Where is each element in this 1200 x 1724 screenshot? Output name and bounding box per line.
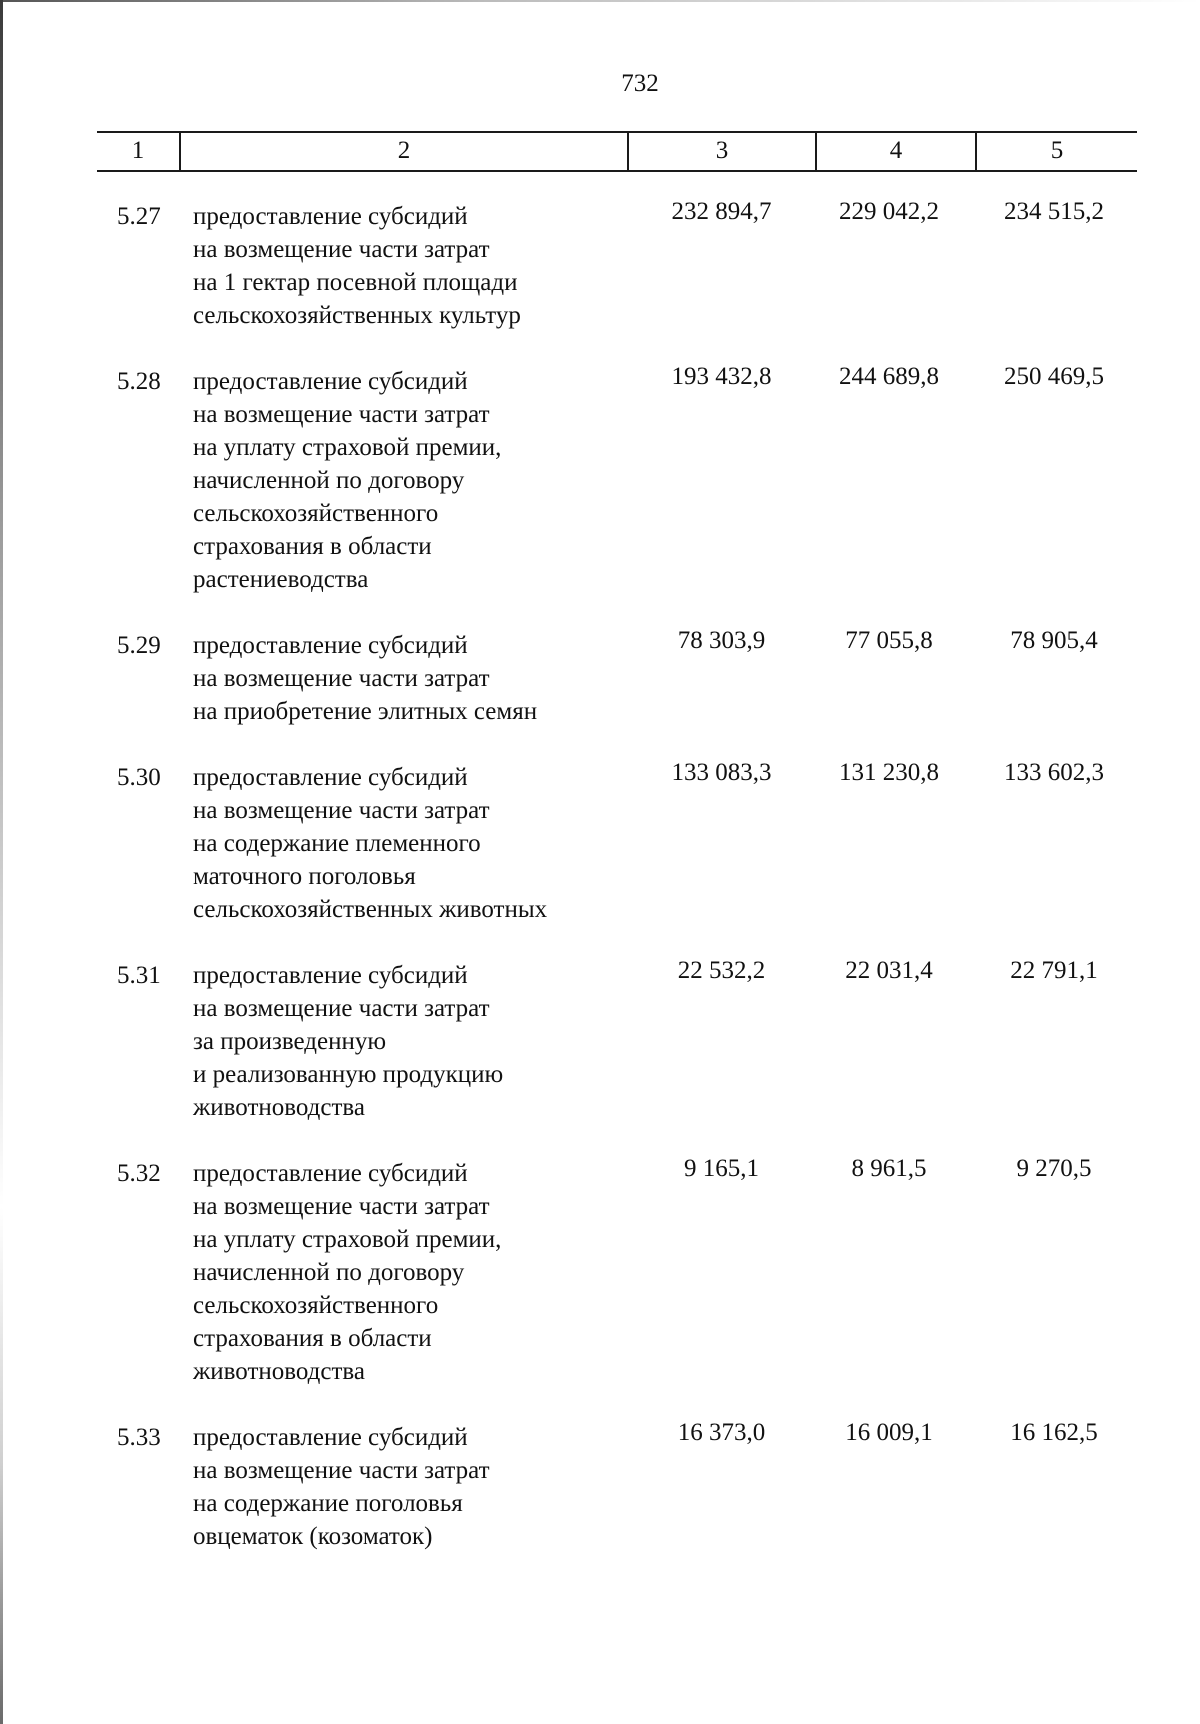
description-line: страхования в области [193,1325,432,1352]
value-col-4: 16 009,1 [845,1419,933,1446]
value-col-3: 22 532,2 [677,957,766,984]
row-description [171,1421,639,1553]
value-col-3: 232 894,7 [671,198,772,225]
value-col-4: 8 961,5 [851,1155,927,1182]
description-line: предоставление субсидий [193,962,468,989]
value-col-5: 133 602,3 [1004,759,1104,786]
value-col-5: 9 270,5 [1016,1155,1092,1182]
row-number: 5.31 [117,962,161,989]
row-number: 5.28 [117,368,161,395]
description-line: предоставление субсидий [193,632,468,659]
description-line: начисленной по договору [193,467,465,494]
row-description [171,1157,639,1388]
description-line: за произведенную [193,1028,387,1055]
row-number: 5.27 [117,203,161,230]
value-col-5: 78 905,4 [1010,627,1098,654]
header-col-1: 1 [97,133,181,170]
value-col-4: 244 689,8 [839,363,939,390]
row-description [171,629,639,728]
description-line: предоставление субсидий [193,203,468,230]
description-line: на уплату страховой премии, [193,1226,502,1253]
description-line: сельскохозяйственных культур [193,302,521,329]
row-description [171,959,639,1124]
description-line: на возмещение части затрат [193,1193,490,1220]
page-number: 732 [621,70,659,97]
value-col-4: 229 042,2 [839,198,939,225]
value-col-4: 77 055,8 [845,627,933,654]
header-col-5: 5 [1050,137,1064,164]
value-col-3: 133 083,3 [671,759,772,786]
row-description [171,200,639,332]
row-number: 5.32 [117,1160,161,1187]
row-description [171,365,639,596]
description-line: на приобретение элитных семян [193,698,538,725]
description-line: на возмещение части затрат [193,401,490,428]
row-number: 5.33 [117,1424,161,1451]
value-col-5: 250 469,5 [1004,363,1104,390]
description-line: на возмещение части затрат [193,236,490,263]
description-line: на содержание поголовья [193,1490,463,1517]
header-col-3: 3 [629,133,817,170]
description-line: предоставление субсидий [193,1160,468,1187]
description-line: сельскохозяйственного [193,1292,439,1319]
description-line: на содержание племенного [193,830,481,857]
description-line: предоставление субсидий [193,764,468,791]
value-col-5: 16 162,5 [1010,1419,1098,1446]
value-col-5: 22 791,1 [1010,957,1098,984]
description-line: на возмещение части затрат [193,665,490,692]
description-line: растениеводства [193,566,369,593]
description-line: сельскохозяйственного [193,500,439,527]
value-col-4: 22 031,4 [845,957,933,984]
description-line: и реализованную продукцию [193,1061,504,1088]
description-line: маточного поголовья [193,863,416,890]
value-col-3: 9 165,1 [684,1155,759,1182]
table-row [97,1421,1137,1553]
table-row [97,1157,1137,1388]
value-col-4: 131 230,8 [839,759,939,786]
description-line: предоставление субсидий [193,368,468,395]
table-row [97,200,1137,332]
description-line: на возмещение части затрат [193,995,490,1022]
description-line: на уплату страховой премии, [193,434,502,461]
description-line: животноводства [193,1358,365,1385]
row-number: 5.30 [117,764,161,791]
table-header [97,131,1137,172]
table-row [97,959,1137,1124]
scan-edge-left [0,0,3,1724]
header-col-4: 4 [817,133,977,170]
description-line: сельскохозяйственных животных [193,896,548,923]
value-col-3: 193 432,8 [671,363,772,390]
table-body [97,200,1137,1586]
description-line: на 1 гектар посевной площади [193,269,518,296]
value-col-3: 78 303,9 [677,627,766,654]
description-line: на возмещение части затрат [193,1457,490,1484]
row-number: 5.29 [117,632,161,659]
description-line: предоставление субсидий [193,1424,468,1451]
value-col-5: 234 515,2 [1004,198,1104,225]
description-line: животноводства [193,1094,365,1121]
table-row [97,761,1137,926]
table-row [97,629,1137,728]
description-line: начисленной по договору [193,1259,465,1286]
description-line: страхования в области [193,533,432,560]
value-col-3: 16 373,0 [677,1419,766,1446]
description-line: овцематок (козоматок) [193,1523,433,1550]
scan-edge-top [0,0,1200,2]
description-line: на возмещение части затрат [193,797,490,824]
table-row [97,365,1137,596]
row-description [171,761,639,926]
header-col-2: 2 [181,133,629,170]
